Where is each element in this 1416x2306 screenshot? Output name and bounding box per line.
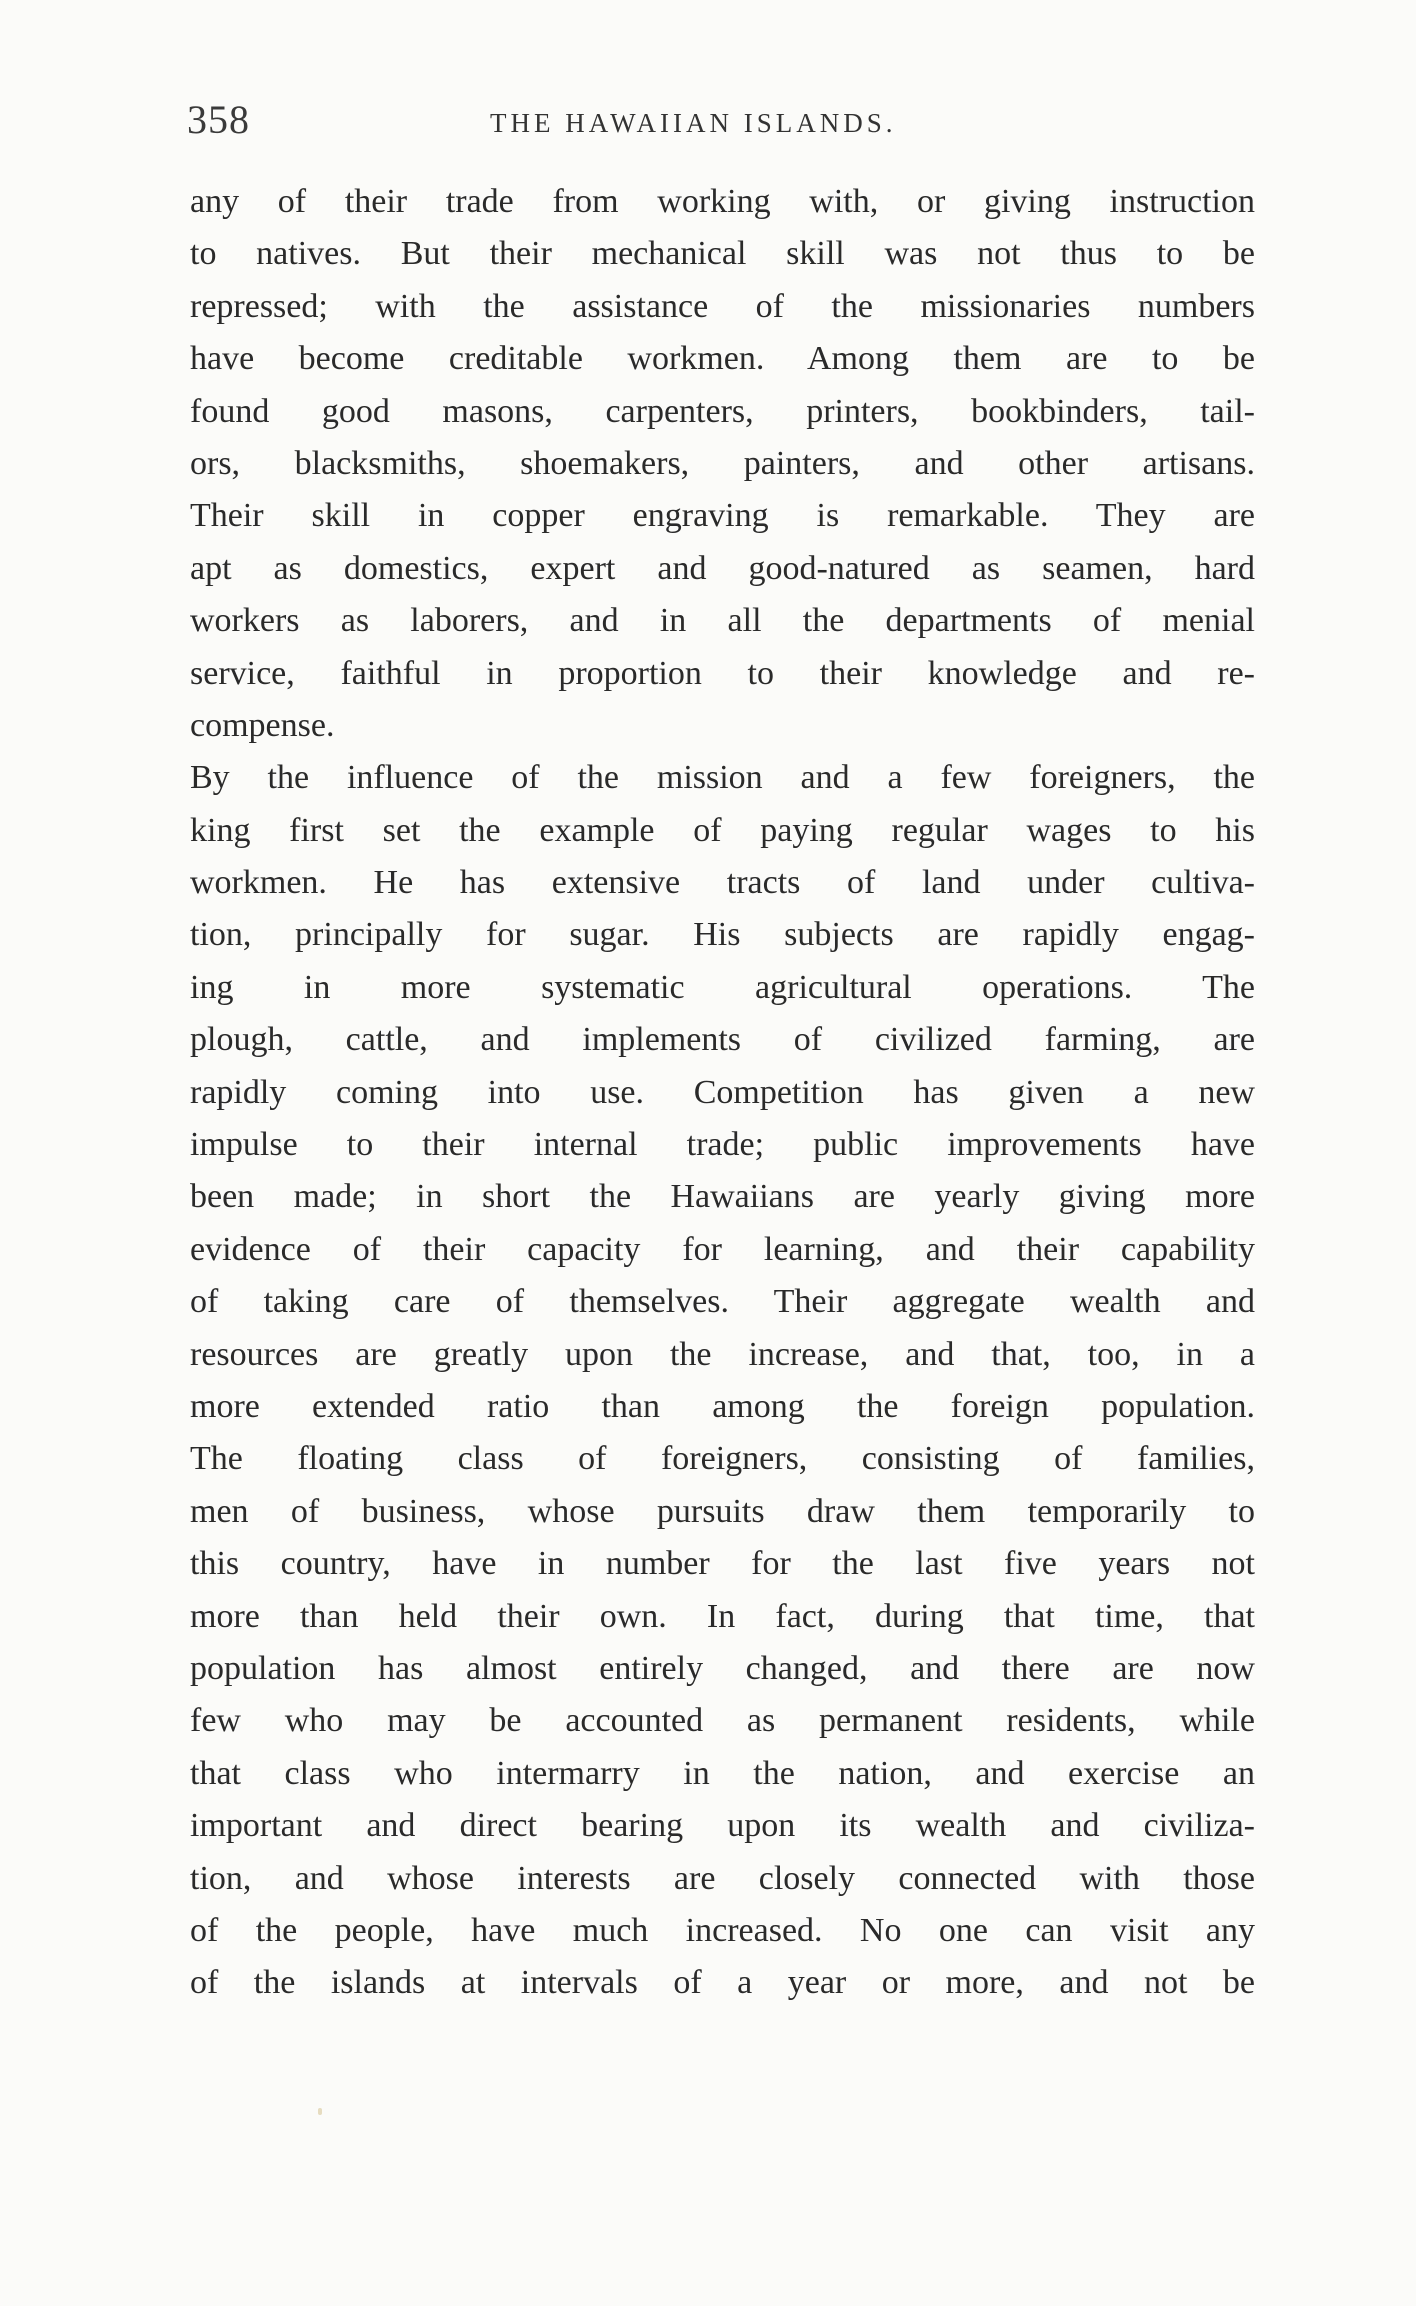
text-line: evidence of their capacity for learning, and their capability: [190, 1230, 1255, 1268]
text-line: workmen. He has extensive tracts of land under cultiva-: [190, 864, 1255, 902]
text-line: ors, blacksmiths, shoemakers, painters, and other artisans.: [190, 444, 1255, 482]
running-title: THE HAWAIIAN ISLANDS.: [490, 108, 897, 138]
text-line: impulse to their internal trade; public improvements have: [190, 1126, 1255, 1164]
text-line: of the islands at intervals of a year or more, and not be: [190, 1964, 1255, 2002]
text-line: apt as domestics, expert and good-natured as seamen, hard: [190, 549, 1255, 587]
text-line: more extended ratio than among the foreign population.: [190, 1387, 1255, 1425]
paragraph-end-line: compense.: [190, 706, 335, 744]
text-line: tion, principally for sugar. His subjects are rapidly engag-: [190, 916, 1255, 954]
text-line: repressed; with the assistance of the missionaries numbers: [190, 287, 1255, 325]
text-line: rapidly coming into use. Competition has given a new: [190, 1073, 1255, 1111]
paper-speck: [318, 2108, 322, 2115]
text-line: tion, and whose interests are closely connected with those: [190, 1859, 1255, 1897]
text-line: been made; in short the Hawaiians are yearly giving more: [190, 1178, 1255, 1216]
text-line: The floating class of foreigners, consisting of families,: [190, 1440, 1255, 1478]
text-line: any of their trade from working with, or giving instruction: [190, 183, 1255, 220]
text-line: found good masons, carpenters, printers, bookbinders, tail-: [190, 392, 1255, 430]
text-line: have become creditable workmen. Among them are to be: [190, 340, 1255, 378]
text-line: important and direct bearing upon its wealth and civiliza-: [190, 1807, 1255, 1845]
text-line: more than held their own. In fact, during that time, that: [190, 1597, 1255, 1635]
text-line: resources are greatly upon the increase, and that, too, in a: [190, 1335, 1255, 1373]
running-head: [187, 96, 1257, 156]
text-line: plough, cattle, and implements of civilized farming, are: [190, 1021, 1255, 1059]
text-line: Their skill in copper engraving is remarkable. They are: [190, 497, 1255, 535]
text-line: workers as laborers, and in all the departments of menial: [190, 602, 1255, 640]
text-line: ing in more systematic agricultural operations. The: [190, 968, 1255, 1006]
text-line: service, faithful in proportion to their knowledge and re-: [190, 654, 1255, 692]
text-line: of the people, have much increased. No one can visit any: [190, 1911, 1255, 1949]
text-line: population has almost entirely changed, and there are now: [190, 1649, 1255, 1687]
text-line: few who may be accounted as permanent residents, while: [190, 1702, 1255, 1740]
text-line: men of business, whose pursuits draw them temporarily to: [190, 1492, 1255, 1530]
text-line: of taking care of themselves. Their aggregate wealth and: [190, 1283, 1255, 1321]
text-line: that class who intermarry in the nation, and exercise an: [190, 1754, 1255, 1792]
paragraph-start-line: By the influence of the mission and a few foreigners, the: [190, 759, 1255, 797]
text-line: this country, have in number for the last five years not: [190, 1545, 1255, 1583]
text-line: king first set the example of paying regular wages to his: [190, 811, 1255, 849]
page-number: 358: [187, 97, 250, 142]
text-line: to natives. But their mechanical skill was not thus to be: [190, 235, 1255, 273]
body-text: [190, 176, 1255, 2010]
